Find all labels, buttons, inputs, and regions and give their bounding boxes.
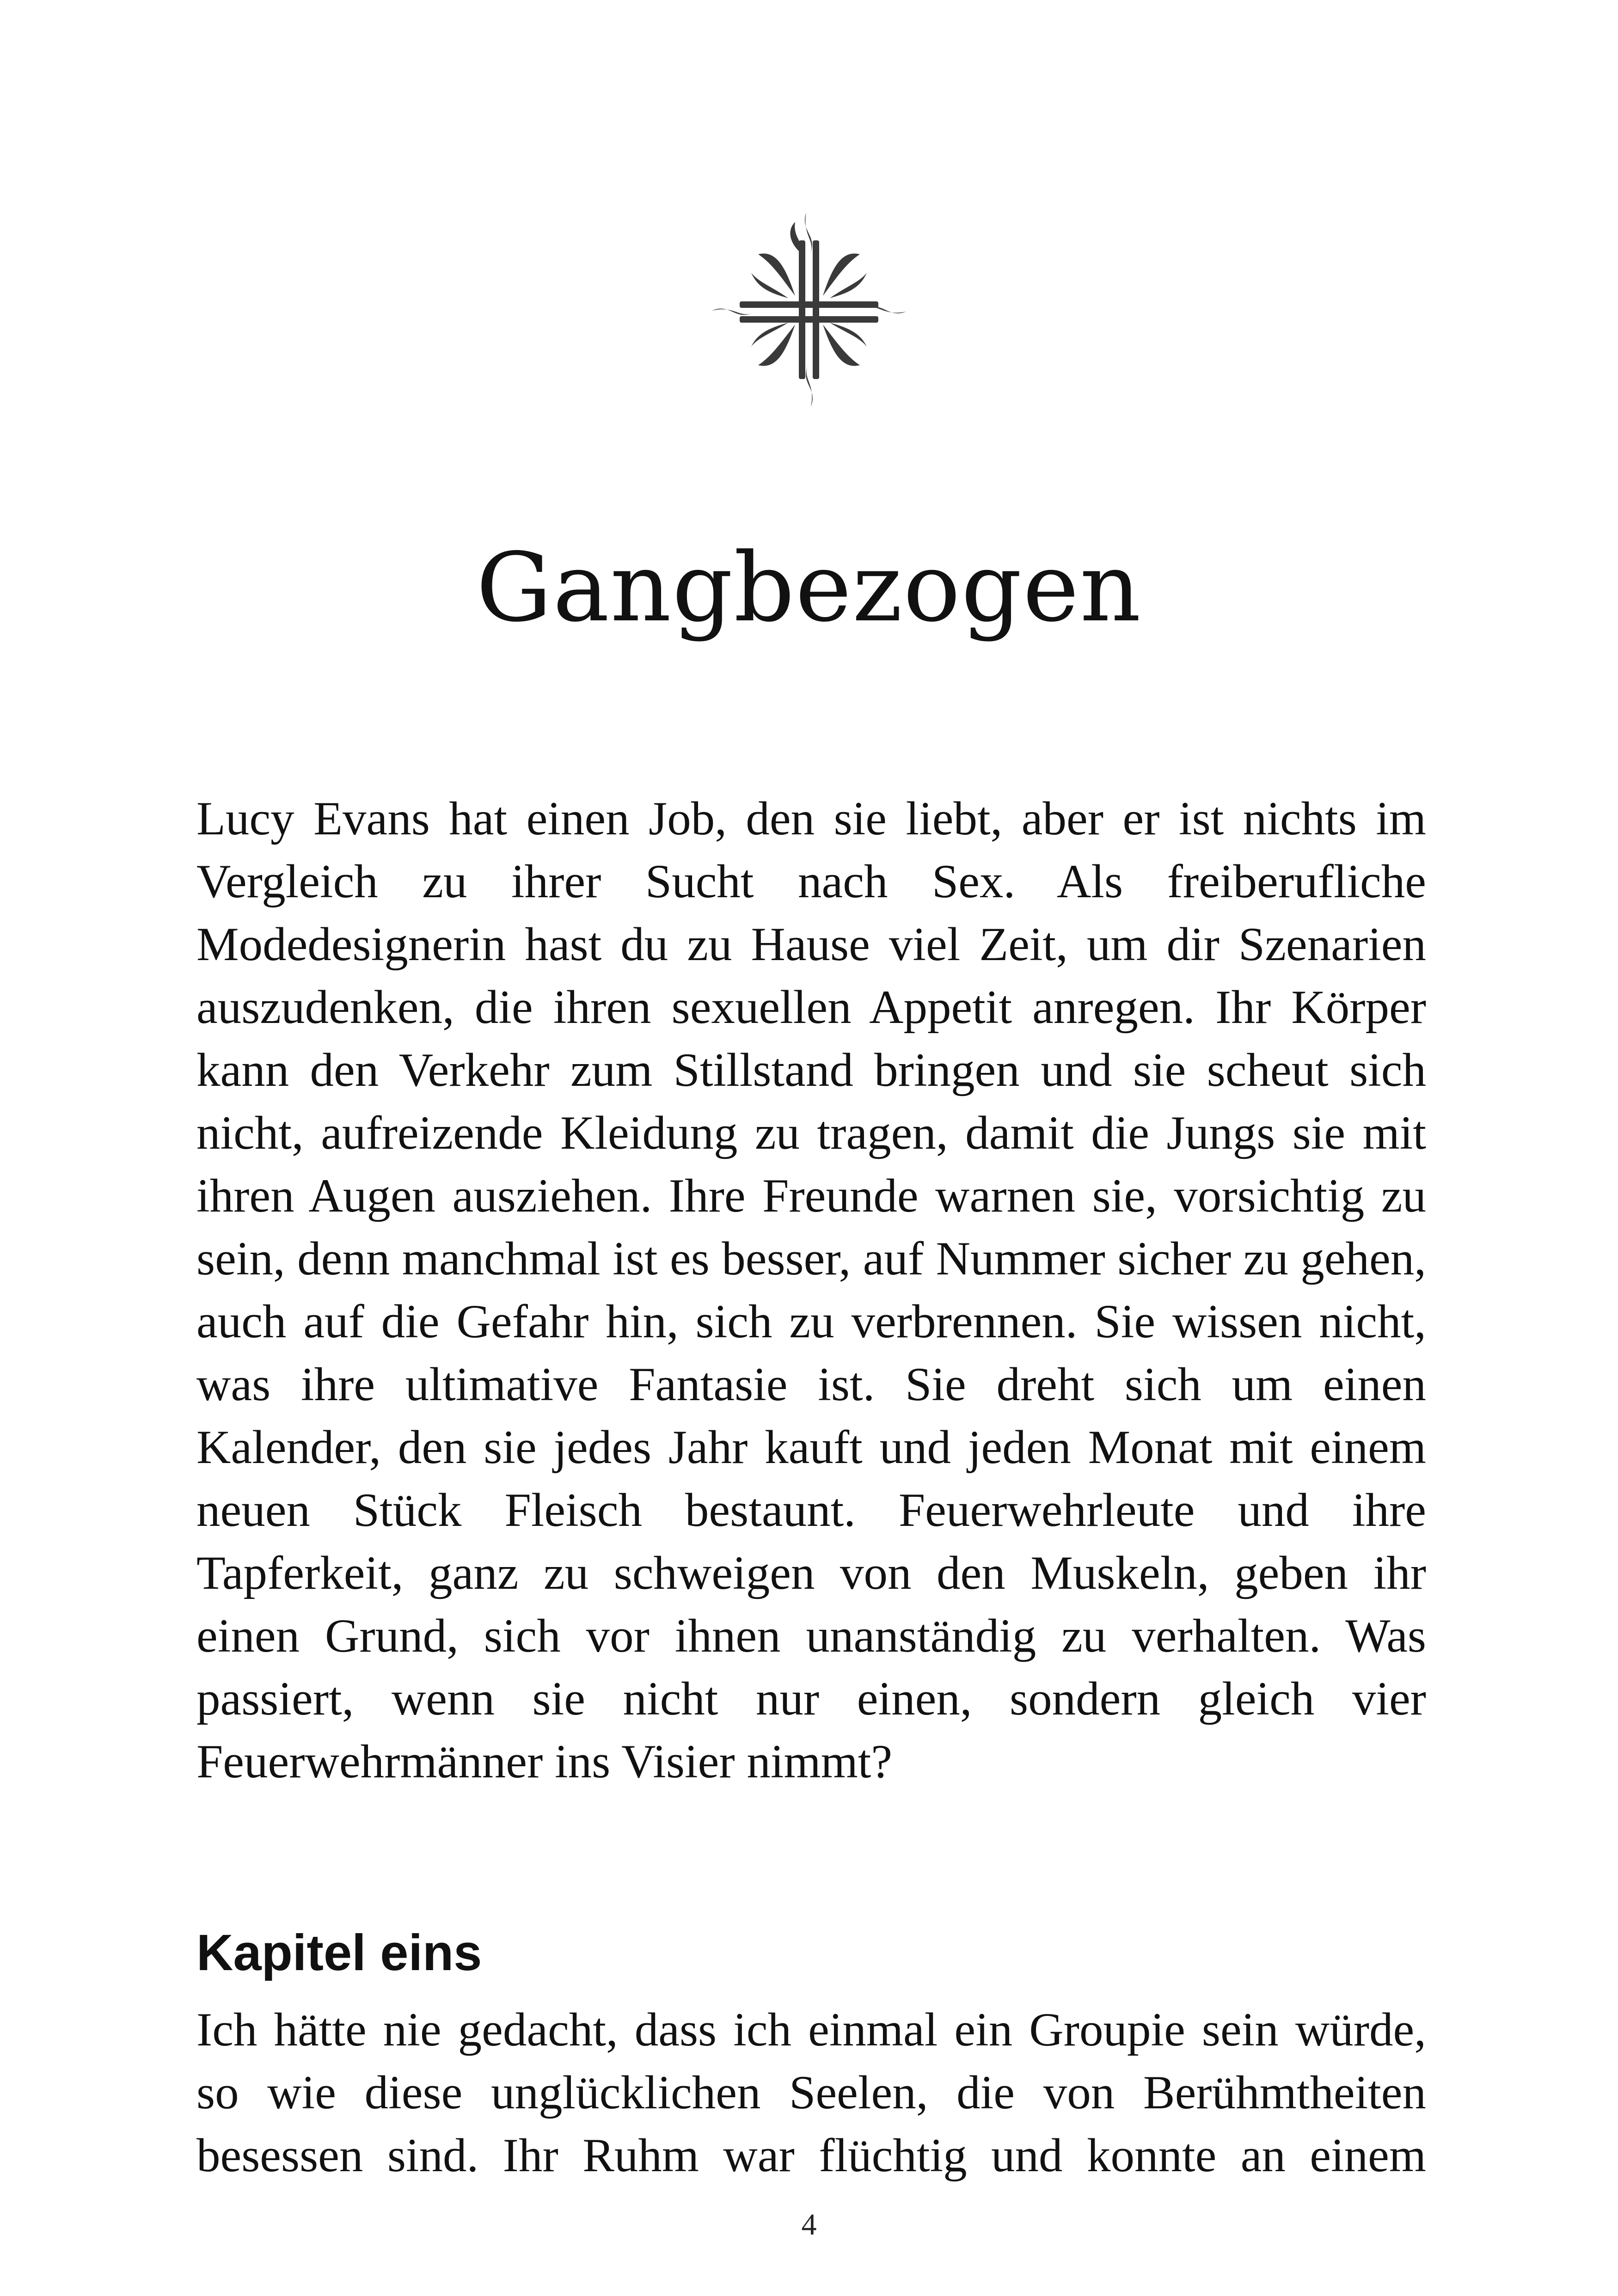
book-title: Gangbezogen (476, 533, 1142, 643)
chapter-text: Ich hätte nie gedacht, dass ich einmal ein Groupie sein würde, so wie diese unglücklichen Seelen, die von Berühmtheiten besessen sind. Ihr Ruhm war flüchtig und konnte an einem (196, 2003, 1426, 2182)
book-blurb: Lucy Evans hat einen Job, den sie liebt, aber er ist nichts im Vergleich zu ihrer Sucht nach Sex. Als freiberufliche Modedesignerin hast du zu Hause viel Zeit, um dir Szenarien auszudenken, die ihren sexuellen Appetit anregen. Ihr Körper kann den Verkehr zum Stillstand bringen und sie scheut sich nicht, aufreizende Kleidung zu tragen, damit die Jungs sie mit ihren Augen ausziehen. Ihre Freunde warnen sie, vorsichtig zu sein, denn manchmal ist es besser, auf Nummer sicher zu gehen, auch auf die Gefahr hin, sich zu verbrennen. Sie wissen nicht, was ihre ultimative Fantasie ist. Sie dreht sich um einen Kalender, den sie jedes Jahr kauft und jeden Monat mit einem neuen Stück Fleisch bestaunt. Feuerwehrleute und ihre Tapferkeit, ganz zu schweigen von den Muskeln, geben ihr einen Grund, sich vor ihnen unanständig zu verhalten. Was passiert, wenn sie nicht nur einen, sondern gleich vier Feuerwehrmänner ins Visier nimmt? (196, 792, 1426, 1788)
page-number: 4 (801, 2208, 817, 2241)
tribal-cross-ornament-icon (707, 203, 911, 416)
chapter-heading: Kapitel eins (196, 1924, 482, 1981)
